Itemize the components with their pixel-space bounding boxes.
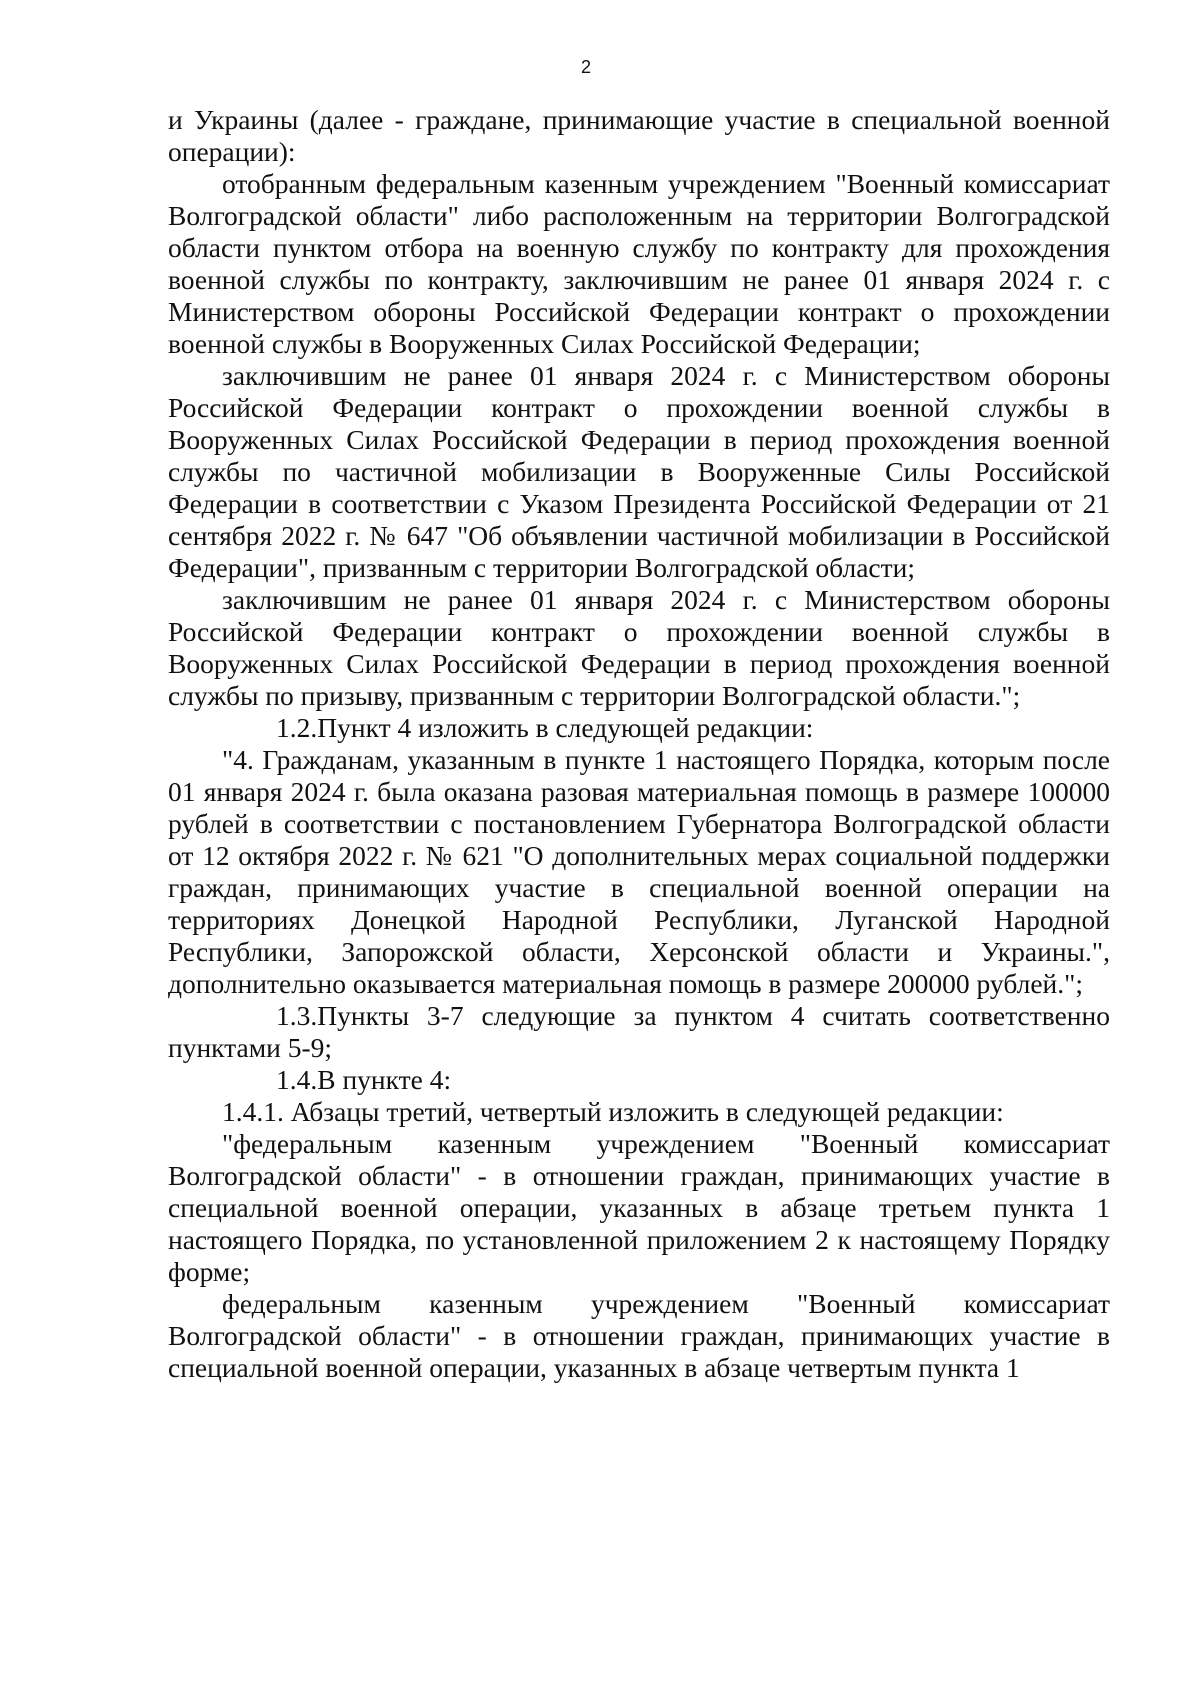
item-text: Пункты 3-7 следующие за пунктом 4 считать соответственно пунктами 5-9; — [168, 1000, 1110, 1063]
item-1-4 — [168, 1064, 1110, 1096]
item-1-3 — [168, 1000, 1110, 1064]
paragraph-conscription: заключившим не ранее 01 января 2024 г. с Министерством обороны Российской Федерации контракт о прохождении военной службы в Вооруженных Силах Российской Федерации в период прохождения военной службы по призыву, призванным с территории Волгоградской области."; — [168, 584, 1110, 711]
item-number: 1.3. — [276, 1000, 318, 1031]
item-text: В пункте 4: — [317, 1064, 452, 1095]
paragraph-paragraph-three: "федеральным казенным учреждением "Военный комиссариат Волгоградской области" - в отношении граждан, принимающих участие в специальной военной операции, указанных в абзаце третьем пункта 1 настоящего Порядка, по установленной приложением 2 к настоящему Порядку форме; — [168, 1128, 1110, 1287]
paragraph-paragraph-four: федеральным казенным учреждением "Военный комиссариат Волгоградской области" - в отношении граждан, принимающих участие в специальной военной операции, указанных в абзаце четвертым пункта 1 — [168, 1288, 1110, 1383]
paragraph-point-4: "4. Гражданам, указанным в пункте 1 настоящего Порядка, которым после 01 января 2024 г. была оказана разовая материальная помощь в размере 100000 рублей в соответствии с постановлением Губернатора Волгоградской области от 12 октября 2022 г. № 621 "О дополнительных мерах социальной поддержки граждан, принимающих участие в специальной военной операции на территориях Донецкой Народной Республики, Луганской Народной Республики, Запорожской области, Херсонской области и Украины.", дополнительно оказывается материальная помощь в размере 200000 рублей."; — [168, 744, 1110, 999]
item-number: 1.4. — [276, 1064, 318, 1095]
document-body — [168, 104, 1110, 1384]
item-1-2 — [168, 712, 1110, 744]
item-text: Пункт 4 изложить в следующей редакции: — [317, 712, 814, 743]
paragraph-partial-mobilization: заключившим не ранее 01 января 2024 г. с Министерством обороны Российской Федерации контракт о прохождении военной службы в Вооруженных Силах Российской Федерации в период прохождения военной службы по частичной мобилизации в Вооруженные Силы Российской Федерации в соответствии с Указом Президента Российской Федерации от 21 сентября 2022 г. № 647 "Об объявлении частичной мобилизации в Российской Федерации", призванным с территории Волгоградской области; — [168, 360, 1110, 583]
paragraph-continuation: и Украины (далее - граждане, принимающие участие в специальной военной операции): — [168, 104, 1110, 167]
page-number: 2 — [580, 57, 591, 77]
paragraph-selected-by-commissariat: отобранным федеральным казенным учреждением "Военный комиссариат Волгоградской области" либо расположенным на территории Волгоградской области пунктом отбора на военную службу по контракту для прохождения военной службы по контракту, заключившим не ранее 01 января 2024 г. с Министерством обороны Российской Федерации контракт о прохождении военной службы в Вооруженных Силах Российской Федерации; — [168, 168, 1110, 359]
item-number: 1.2. — [276, 712, 318, 743]
item-1-4-1: 1.4.1. Абзацы третий, четвертый изложить в следующей редакции: — [222, 1096, 1004, 1127]
